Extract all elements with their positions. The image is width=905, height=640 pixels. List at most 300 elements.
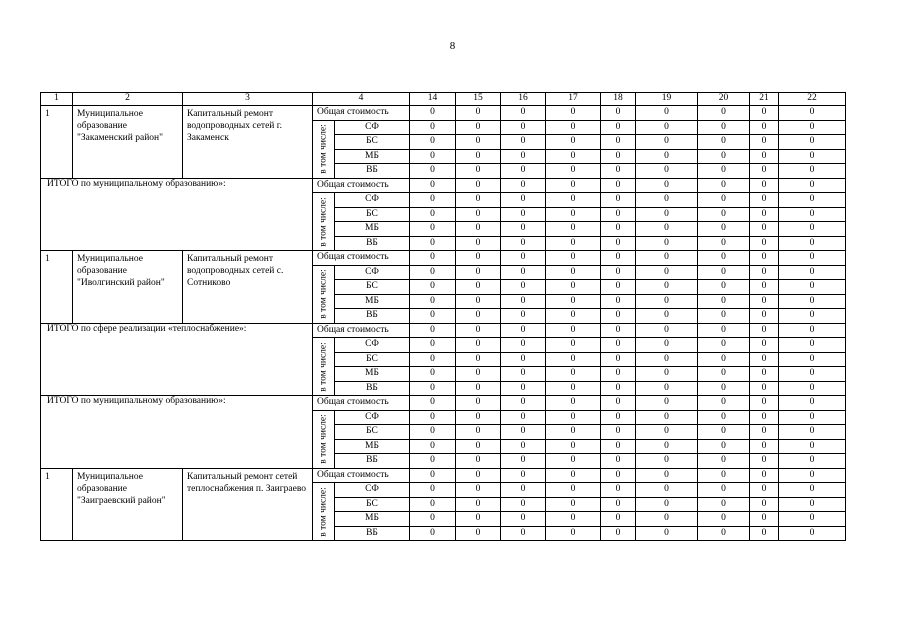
value-cell: 0 (456, 352, 501, 367)
value-cell: 0 (779, 439, 846, 454)
value-cell: 0 (546, 367, 601, 382)
value-cell: 0 (779, 135, 846, 150)
value-cell: 0 (750, 236, 779, 251)
value-cell: 0 (779, 512, 846, 527)
value-cell: 0 (410, 323, 456, 338)
value-cell: 0 (698, 512, 750, 527)
value-cell: 0 (456, 396, 501, 411)
value-cell: 0 (750, 381, 779, 396)
value-cell: 0 (456, 149, 501, 164)
value-cell: 0 (779, 468, 846, 483)
value-cell: 0 (546, 222, 601, 237)
value-cell: 0 (410, 352, 456, 367)
value-cell: 0 (601, 294, 636, 309)
value-cell: 0 (546, 439, 601, 454)
value-cell: 0 (779, 106, 846, 121)
value-cell: 0 (636, 512, 698, 527)
value-cell: 0 (410, 207, 456, 222)
value-cell: 0 (456, 410, 501, 425)
value-cell: 0 (636, 193, 698, 208)
funding-source: МБ (335, 222, 410, 237)
value-cell: 0 (636, 410, 698, 425)
value-cell: 0 (601, 526, 636, 541)
value-cell: 0 (779, 193, 846, 208)
value-cell: 0 (456, 367, 501, 382)
total-cost-label: Общая стоимость (313, 178, 410, 193)
row-number: 1 (41, 251, 73, 324)
value-cell: 0 (410, 265, 456, 280)
value-cell: 0 (501, 454, 546, 469)
value-cell: 0 (750, 178, 779, 193)
value-cell: 0 (779, 236, 846, 251)
value-cell: 0 (410, 526, 456, 541)
value-cell: 0 (501, 497, 546, 512)
value-cell: 0 (698, 207, 750, 222)
value-cell: 0 (501, 410, 546, 425)
value-cell: 0 (546, 236, 601, 251)
value-cell: 0 (636, 164, 698, 179)
value-cell: 0 (779, 410, 846, 425)
value-cell: 0 (546, 381, 601, 396)
value-cell: 0 (546, 120, 601, 135)
value-cell: 0 (698, 280, 750, 295)
value-cell: 0 (698, 236, 750, 251)
value-cell: 0 (456, 251, 501, 266)
value-cell: 0 (601, 164, 636, 179)
row-number: 1 (41, 468, 73, 541)
value-cell: 0 (456, 280, 501, 295)
value-cell: 0 (750, 106, 779, 121)
value-cell: 0 (698, 352, 750, 367)
value-cell: 0 (698, 410, 750, 425)
value-cell: 0 (750, 410, 779, 425)
value-cell: 0 (456, 439, 501, 454)
value-cell: 0 (698, 193, 750, 208)
value-cell: 0 (601, 439, 636, 454)
value-cell: 0 (501, 251, 546, 266)
value-cell: 0 (698, 468, 750, 483)
value-cell: 0 (601, 367, 636, 382)
value-cell: 0 (456, 193, 501, 208)
value-cell: 0 (779, 178, 846, 193)
total-row (41, 178, 846, 193)
municipality-cell: Муниципальное образование "Иволгинский район" (73, 251, 183, 324)
value-cell: 0 (410, 251, 456, 266)
value-cell: 0 (750, 497, 779, 512)
value-cell: 0 (636, 265, 698, 280)
value-cell: 0 (601, 251, 636, 266)
value-cell: 0 (501, 367, 546, 382)
value-cell: 0 (501, 164, 546, 179)
value-cell: 0 (779, 251, 846, 266)
funding-source: ВБ (335, 164, 410, 179)
value-cell: 0 (698, 381, 750, 396)
value-cell: 0 (779, 425, 846, 440)
header-row (41, 93, 846, 106)
value-cell: 0 (501, 120, 546, 135)
value-cell: 0 (601, 265, 636, 280)
column-header: 15 (456, 93, 501, 106)
value-cell: 0 (750, 135, 779, 150)
value-cell: 0 (636, 309, 698, 324)
value-cell: 0 (601, 178, 636, 193)
value-cell: 0 (750, 294, 779, 309)
value-cell: 0 (601, 193, 636, 208)
value-cell: 0 (698, 338, 750, 353)
including-label-cell (313, 193, 335, 251)
value-cell: 0 (410, 106, 456, 121)
value-cell: 0 (779, 294, 846, 309)
value-cell: 0 (546, 149, 601, 164)
value-cell: 0 (501, 236, 546, 251)
column-header: 2 (73, 93, 183, 106)
value-cell: 0 (546, 497, 601, 512)
funding-source: ВБ (335, 526, 410, 541)
funding-source: БС (335, 425, 410, 440)
value-cell: 0 (456, 178, 501, 193)
value-cell: 0 (546, 512, 601, 527)
value-cell: 0 (750, 265, 779, 280)
value-cell: 0 (501, 265, 546, 280)
column-header: 17 (546, 93, 601, 106)
value-cell: 0 (698, 178, 750, 193)
column-header: 3 (183, 93, 313, 106)
value-cell: 0 (750, 207, 779, 222)
funding-source: ВБ (335, 309, 410, 324)
value-cell: 0 (636, 222, 698, 237)
value-cell: 0 (501, 193, 546, 208)
funding-source: МБ (335, 294, 410, 309)
value-cell: 0 (636, 178, 698, 193)
value-cell: 0 (636, 280, 698, 295)
value-cell: 0 (410, 178, 456, 193)
value-cell: 0 (410, 381, 456, 396)
value-cell: 0 (698, 222, 750, 237)
value-cell: 0 (750, 454, 779, 469)
value-cell: 0 (546, 526, 601, 541)
funding-source: МБ (335, 149, 410, 164)
value-cell: 0 (501, 106, 546, 121)
funding-source: ВБ (335, 454, 410, 469)
value-cell: 0 (546, 468, 601, 483)
value-cell: 0 (601, 309, 636, 324)
value-cell: 0 (601, 236, 636, 251)
funding-source: БС (335, 207, 410, 222)
funding-source: МБ (335, 512, 410, 527)
value-cell: 0 (636, 454, 698, 469)
value-cell: 0 (601, 338, 636, 353)
value-cell: 0 (779, 309, 846, 324)
value-cell: 0 (601, 497, 636, 512)
value-cell: 0 (779, 164, 846, 179)
funding-source: СФ (335, 410, 410, 425)
value-cell: 0 (546, 410, 601, 425)
value-cell: 0 (501, 425, 546, 440)
value-cell: 0 (410, 367, 456, 382)
value-cell: 0 (501, 222, 546, 237)
funding-source: ВБ (335, 381, 410, 396)
value-cell: 0 (456, 425, 501, 440)
value-cell: 0 (779, 207, 846, 222)
funding-source: БС (335, 352, 410, 367)
value-cell: 0 (750, 193, 779, 208)
value-cell: 0 (456, 294, 501, 309)
value-cell: 0 (456, 323, 501, 338)
column-header: 1 (41, 93, 73, 106)
value-cell: 0 (456, 222, 501, 237)
value-cell: 0 (501, 207, 546, 222)
value-cell: 0 (779, 526, 846, 541)
including-label: в том числе: (317, 124, 328, 174)
value-cell: 0 (456, 106, 501, 121)
value-cell: 0 (750, 352, 779, 367)
value-cell: 0 (501, 309, 546, 324)
funding-source: СФ (335, 483, 410, 498)
value-cell: 0 (410, 497, 456, 512)
value-cell: 0 (456, 207, 501, 222)
value-cell: 0 (456, 454, 501, 469)
value-cell: 0 (779, 149, 846, 164)
value-cell: 0 (779, 497, 846, 512)
value-cell: 0 (750, 323, 779, 338)
including-label: в том числе: (317, 269, 328, 319)
value-cell: 0 (750, 338, 779, 353)
value-cell: 0 (636, 483, 698, 498)
work-description: Капитальный ремонт водопроводных сетей г. Закаменск (183, 106, 313, 179)
funding-source: БС (335, 135, 410, 150)
value-cell: 0 (779, 454, 846, 469)
value-cell: 0 (750, 396, 779, 411)
value-cell: 0 (750, 251, 779, 266)
total-label: ИТОГО по муниципальному образованию»: (41, 178, 313, 251)
value-cell: 0 (636, 338, 698, 353)
value-cell: 0 (546, 323, 601, 338)
value-cell: 0 (501, 483, 546, 498)
value-cell: 0 (779, 120, 846, 135)
value-cell: 0 (546, 396, 601, 411)
value-cell: 0 (546, 294, 601, 309)
value-cell: 0 (779, 222, 846, 237)
column-header: 14 (410, 93, 456, 106)
value-cell: 0 (779, 396, 846, 411)
funding-source: СФ (335, 338, 410, 353)
value-cell: 0 (601, 106, 636, 121)
value-cell: 0 (546, 309, 601, 324)
value-cell: 0 (456, 512, 501, 527)
value-cell: 0 (698, 164, 750, 179)
value-cell: 0 (636, 251, 698, 266)
value-cell: 0 (546, 193, 601, 208)
value-cell: 0 (750, 483, 779, 498)
total-cost-label: Общая стоимость (313, 106, 410, 121)
value-cell: 0 (636, 149, 698, 164)
value-cell: 0 (750, 164, 779, 179)
value-cell: 0 (456, 483, 501, 498)
value-cell: 0 (698, 439, 750, 454)
value-cell: 0 (546, 454, 601, 469)
value-cell: 0 (636, 294, 698, 309)
value-cell: 0 (750, 526, 779, 541)
value-cell: 0 (456, 236, 501, 251)
value-cell: 0 (410, 193, 456, 208)
value-cell: 0 (636, 526, 698, 541)
including-label: в том числе: (317, 486, 328, 537)
value-cell: 0 (636, 135, 698, 150)
value-cell: 0 (501, 178, 546, 193)
column-header: 20 (698, 93, 750, 106)
value-cell: 0 (698, 135, 750, 150)
value-cell: 0 (546, 352, 601, 367)
funding-source: ВБ (335, 236, 410, 251)
value-cell: 0 (546, 164, 601, 179)
value-cell: 0 (601, 454, 636, 469)
value-cell: 0 (779, 483, 846, 498)
value-cell: 0 (410, 410, 456, 425)
value-cell: 0 (410, 280, 456, 295)
value-cell: 0 (601, 352, 636, 367)
value-cell: 0 (501, 338, 546, 353)
value-cell: 0 (410, 425, 456, 440)
value-cell: 0 (636, 120, 698, 135)
value-cell: 0 (779, 280, 846, 295)
value-cell: 0 (636, 396, 698, 411)
value-cell: 0 (456, 120, 501, 135)
column-header: 22 (779, 93, 846, 106)
value-cell: 0 (698, 425, 750, 440)
table-row (41, 106, 846, 121)
value-cell: 0 (410, 483, 456, 498)
column-header: 21 (750, 93, 779, 106)
value-cell: 0 (779, 352, 846, 367)
value-cell: 0 (546, 135, 601, 150)
funding-source: БС (335, 497, 410, 512)
value-cell: 0 (636, 236, 698, 251)
value-cell: 0 (750, 439, 779, 454)
column-header: 4 (313, 93, 410, 106)
value-cell: 0 (636, 323, 698, 338)
value-cell: 0 (546, 338, 601, 353)
column-header: 18 (601, 93, 636, 106)
municipality-cell: Муниципальное образование "Заиграевский район" (73, 468, 183, 541)
value-cell: 0 (501, 512, 546, 527)
value-cell: 0 (779, 367, 846, 382)
value-cell: 0 (601, 381, 636, 396)
value-cell: 0 (410, 236, 456, 251)
value-cell: 0 (698, 454, 750, 469)
value-cell: 0 (456, 309, 501, 324)
value-cell: 0 (636, 106, 698, 121)
value-cell: 0 (456, 265, 501, 280)
value-cell: 0 (601, 207, 636, 222)
value-cell: 0 (601, 396, 636, 411)
value-cell: 0 (698, 323, 750, 338)
value-cell: 0 (410, 396, 456, 411)
value-cell: 0 (501, 381, 546, 396)
value-cell: 0 (410, 222, 456, 237)
total-label: ИТОГО по муниципальному образованию»: (41, 396, 313, 469)
value-cell: 0 (410, 338, 456, 353)
value-cell: 0 (456, 381, 501, 396)
value-cell: 0 (636, 468, 698, 483)
value-cell: 0 (546, 483, 601, 498)
row-number: 1 (41, 106, 73, 179)
value-cell: 0 (501, 439, 546, 454)
value-cell: 0 (601, 280, 636, 295)
value-cell: 0 (456, 497, 501, 512)
value-cell: 0 (601, 468, 636, 483)
total-cost-label: Общая стоимость (313, 251, 410, 266)
value-cell: 0 (636, 497, 698, 512)
value-cell: 0 (779, 381, 846, 396)
value-cell: 0 (698, 367, 750, 382)
value-cell: 0 (410, 135, 456, 150)
value-cell: 0 (410, 164, 456, 179)
including-label: в том числе: (317, 196, 328, 247)
value-cell: 0 (410, 120, 456, 135)
value-cell: 0 (750, 280, 779, 295)
total-row (41, 323, 846, 338)
value-cell: 0 (750, 222, 779, 237)
value-cell: 0 (636, 367, 698, 382)
including-label-cell (313, 120, 335, 178)
total-row (41, 396, 846, 411)
column-header: 19 (636, 93, 698, 106)
funding-source: МБ (335, 367, 410, 382)
value-cell: 0 (601, 323, 636, 338)
column-header: 16 (501, 93, 546, 106)
including-label-cell (313, 338, 335, 396)
value-cell: 0 (698, 497, 750, 512)
value-cell: 0 (779, 265, 846, 280)
value-cell: 0 (750, 120, 779, 135)
value-cell: 0 (698, 294, 750, 309)
value-cell: 0 (698, 149, 750, 164)
value-cell: 0 (501, 280, 546, 295)
value-cell: 0 (750, 149, 779, 164)
value-cell: 0 (601, 512, 636, 527)
total-cost-label: Общая стоимость (313, 396, 410, 411)
value-cell: 0 (501, 135, 546, 150)
value-cell: 0 (698, 265, 750, 280)
value-cell: 0 (698, 251, 750, 266)
value-cell: 0 (546, 106, 601, 121)
value-cell: 0 (501, 468, 546, 483)
value-cell: 0 (698, 396, 750, 411)
value-cell: 0 (546, 425, 601, 440)
value-cell: 0 (601, 483, 636, 498)
funding-source: СФ (335, 265, 410, 280)
value-cell: 0 (410, 512, 456, 527)
value-cell: 0 (750, 425, 779, 440)
value-cell: 0 (410, 439, 456, 454)
value-cell: 0 (601, 222, 636, 237)
value-cell: 0 (501, 352, 546, 367)
value-cell: 0 (546, 265, 601, 280)
work-description: Капитальный ремонт водопроводных сетей с. Сотниково (183, 251, 313, 324)
value-cell: 0 (410, 454, 456, 469)
funding-source: МБ (335, 439, 410, 454)
value-cell: 0 (750, 367, 779, 382)
value-cell: 0 (501, 294, 546, 309)
value-cell: 0 (636, 352, 698, 367)
table-row (41, 251, 846, 266)
funding-source: БС (335, 280, 410, 295)
value-cell: 0 (750, 512, 779, 527)
page-number: 8 (449, 40, 456, 52)
municipality-cell: Муниципальное образование "Закаменский район" (73, 106, 183, 179)
investment-table (40, 92, 846, 541)
value-cell: 0 (636, 207, 698, 222)
